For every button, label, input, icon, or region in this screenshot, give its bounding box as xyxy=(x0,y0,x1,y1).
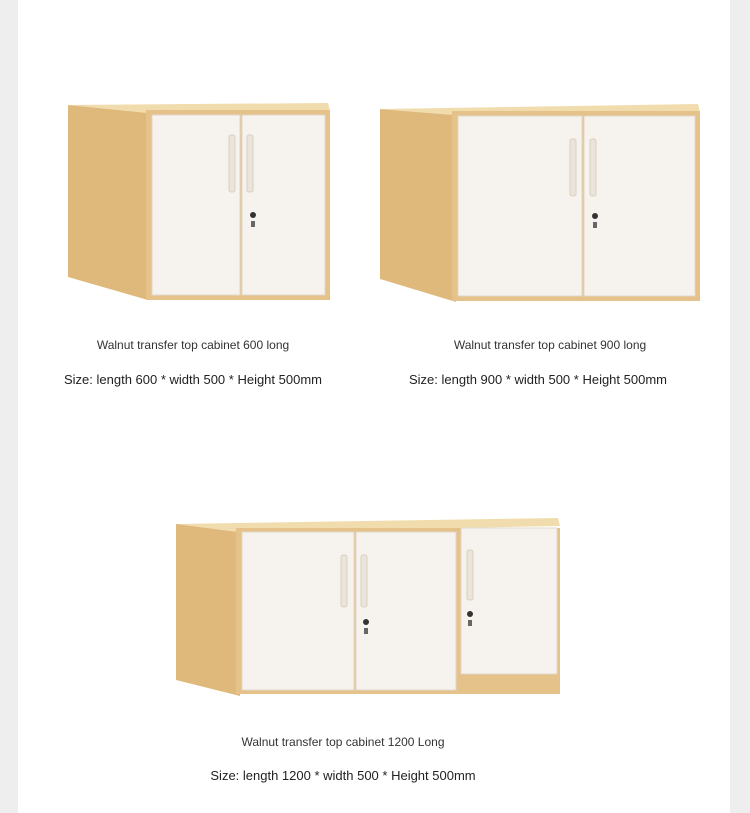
product-caption: Walnut transfer top cabinet 900 long xyxy=(453,338,647,352)
product-1200 xyxy=(158,510,588,800)
product-size: Size: length 1200 * width 500 * Height 500mm xyxy=(210,768,476,783)
product-caption: Walnut transfer top cabinet 1200 Long xyxy=(241,735,445,749)
product-size: Size: length 900 * width 500 * Height 500mm xyxy=(409,372,667,387)
product-caption: Walnut transfer top cabinet 600 long xyxy=(96,338,290,352)
cabinet-900-image xyxy=(380,95,700,310)
cabinet-1200-image xyxy=(158,510,588,705)
product-900 xyxy=(380,95,700,395)
cabinet-600-image xyxy=(48,95,338,310)
product-sheet xyxy=(18,0,730,813)
product-size: Size: length 600 * width 500 * Height 500mm xyxy=(64,372,322,387)
product-600 xyxy=(48,95,338,395)
